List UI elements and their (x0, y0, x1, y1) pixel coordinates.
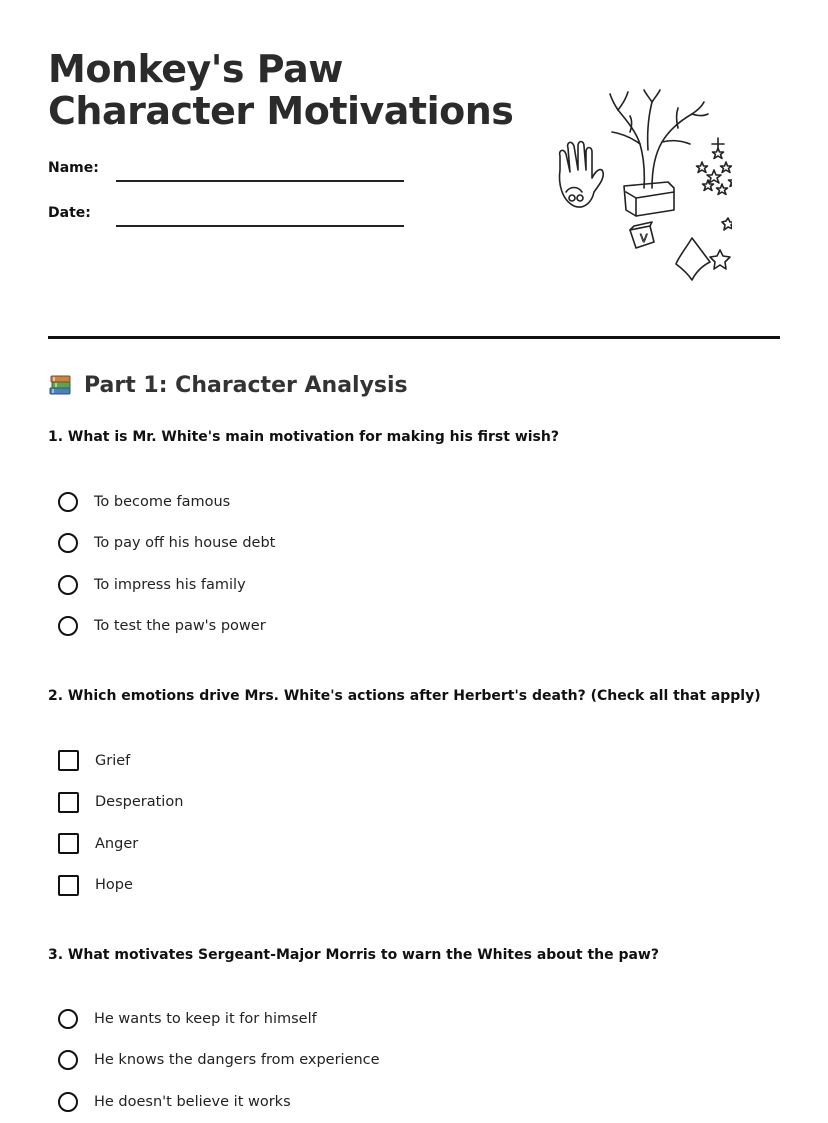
checkbox[interactable] (58, 875, 79, 896)
date-field[interactable] (48, 205, 408, 229)
part1-title (48, 372, 408, 398)
name-label: Name: (48, 160, 99, 176)
q2-option-3[interactable] (58, 823, 183, 865)
radio-button[interactable] (58, 1050, 78, 1070)
q3-option-1[interactable] (58, 998, 380, 1040)
question-1-options (58, 481, 275, 647)
question-2: 2. Which emotions drive Mrs. White's actions after Herbert's death? (Check all that apply) (48, 688, 761, 704)
option-label: Anger (95, 835, 139, 852)
q3-option-3[interactable] (58, 1081, 380, 1123)
q1-option-2[interactable] (58, 523, 275, 565)
option-label: To pay off his house debt (94, 535, 276, 552)
q1-option-1[interactable] (58, 481, 275, 523)
option-label: To test the paw's power (94, 618, 266, 635)
q3-option-2[interactable] (58, 1040, 380, 1082)
option-label: He wants to keep it for himself (94, 1010, 317, 1027)
radio-button[interactable] (58, 533, 78, 553)
checkbox[interactable] (58, 792, 79, 813)
option-label: Desperation (95, 794, 184, 811)
monkey-paw-illustration-icon (548, 88, 732, 284)
checkbox[interactable] (58, 833, 79, 854)
radio-button[interactable] (58, 1009, 78, 1029)
question-3-options (58, 998, 380, 1123)
q2-option-1[interactable] (58, 740, 183, 782)
radio-button[interactable] (58, 616, 78, 636)
radio-button[interactable] (58, 492, 78, 512)
name-field[interactable] (48, 160, 408, 184)
option-label: Hope (95, 877, 133, 894)
part1-title-text: Part 1: Character Analysis (84, 372, 408, 398)
radio-button[interactable] (58, 1092, 78, 1112)
header-divider (48, 336, 780, 339)
checkbox[interactable] (58, 750, 79, 771)
radio-button[interactable] (58, 575, 78, 595)
svg-text:V: V (640, 232, 648, 245)
option-label: To become famous (94, 493, 231, 510)
option-label: He knows the dangers from experience (94, 1052, 380, 1069)
question-1: 1. What is Mr. White's main motivation for making his first wish? (48, 429, 559, 445)
question-3: 3. What motivates Sergeant-Major Morris to warn the Whites about the paw? (48, 947, 659, 963)
question-2-options (58, 740, 183, 906)
option-label: To impress his family (94, 576, 246, 593)
q2-option-4[interactable] (58, 865, 183, 907)
date-label: Date: (48, 205, 91, 221)
q1-option-3[interactable] (58, 564, 275, 606)
date-line[interactable] (116, 225, 404, 227)
q1-option-4[interactable] (58, 606, 275, 648)
q2-option-2[interactable] (58, 782, 183, 824)
worksheet-title: Monkey's Paw Character Motivations (48, 47, 514, 133)
books-icon (48, 372, 74, 398)
name-line[interactable] (116, 180, 404, 182)
option-label: He doesn't believe it works (94, 1093, 291, 1110)
option-label: Grief (95, 752, 131, 769)
